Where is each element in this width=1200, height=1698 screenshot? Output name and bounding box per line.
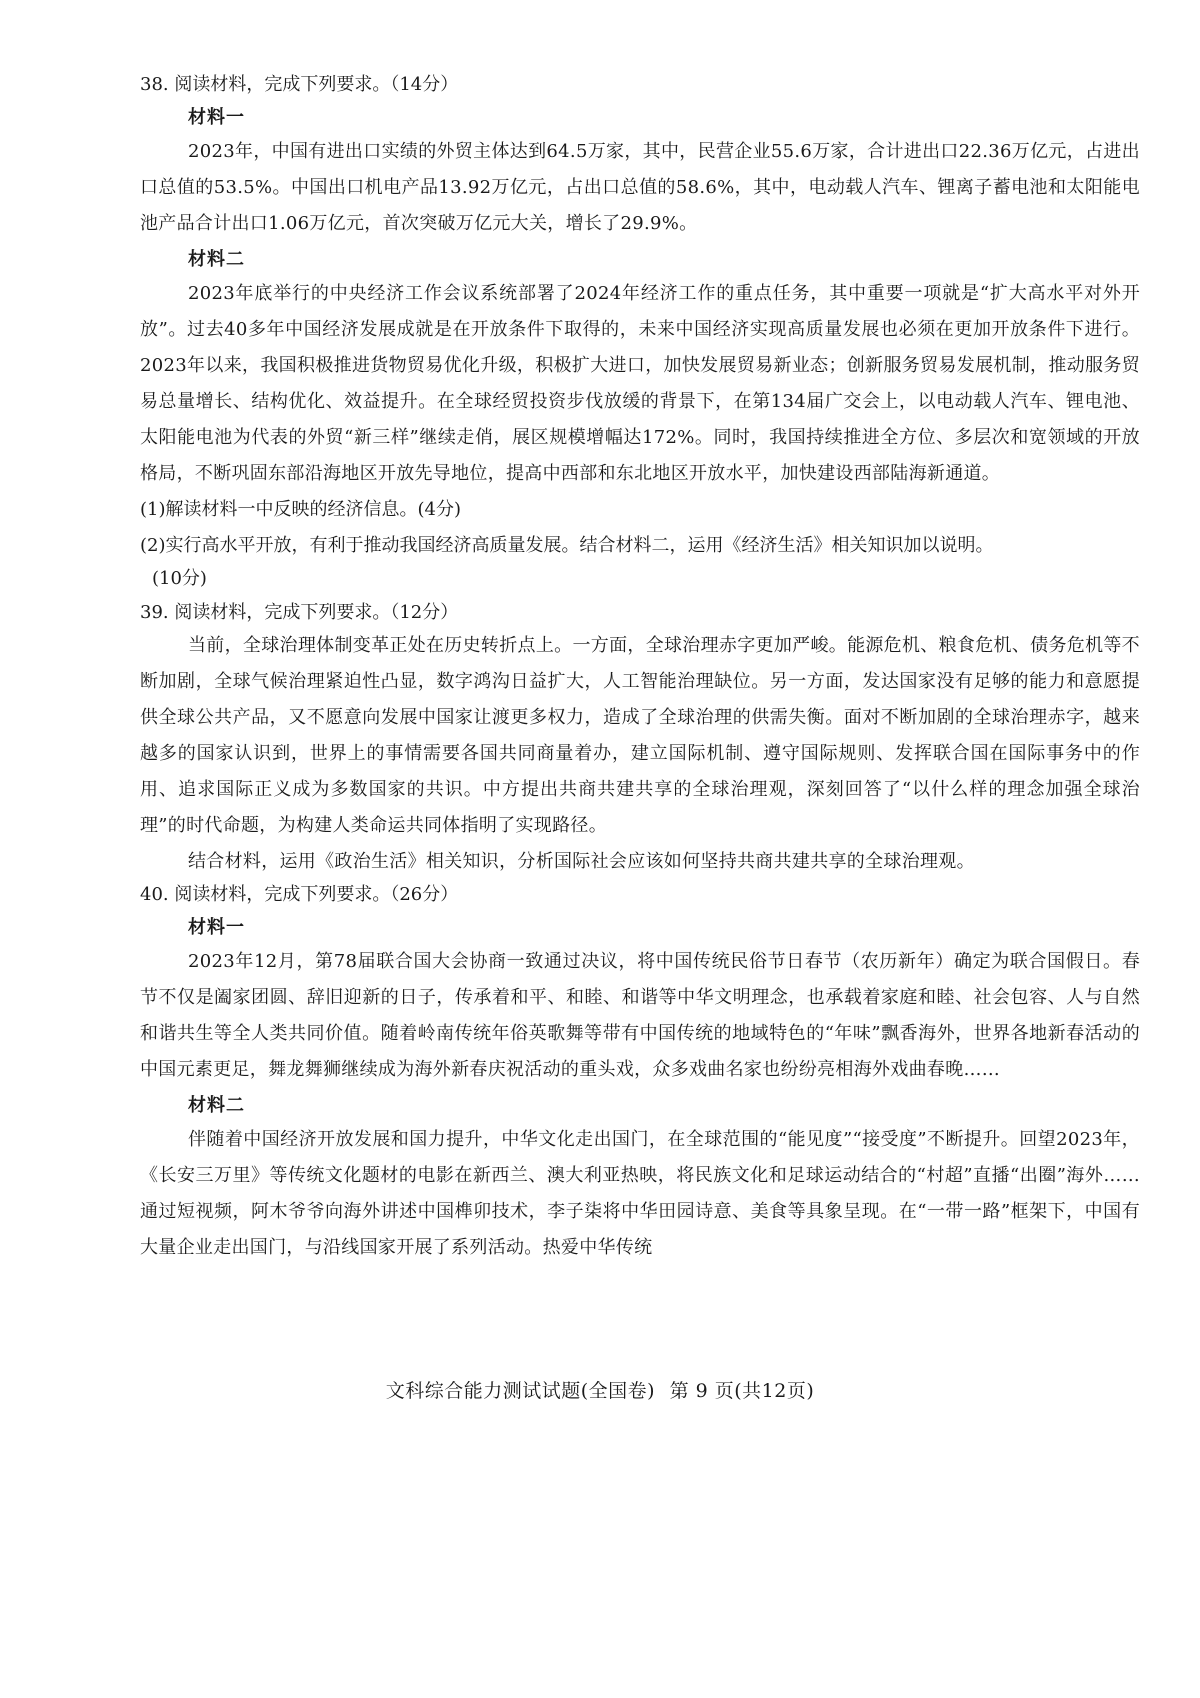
question-38-title: 38. 阅读材料，完成下列要求。（14分） (140, 74, 459, 95)
question-40-title: 40. 阅读材料，完成下列要求。（26分） (140, 884, 459, 905)
page-number: 第 9 页(共12页) (669, 1380, 815, 1402)
q38-material1-text: 2023年，中国有进出口实绩的外贸主体达到64.5万家，其中，民营企业55.6万家，合计进出口22.36万亿元，占进出口总值的53.5%。中国出口机电产品13.92万亿元，占出口总值的58.6%，其中，电动载人汽车、锂离子蓄电池和太阳能电池产品合计出口1.06万亿元，首次突破万亿元大关，增长了29.9%。 (140, 141, 1140, 234)
q39-question: 结合材料，运用《政治生活》相关知识，分析国际社会应该如何坚持共商共建共享的全球治理观。 (188, 851, 975, 872)
q40-material2-text: 伴随着中国经济开放发展和国力提升，中华文化走出国门，在全球范围的“能见度”“接受度”不断提升。回望2023年，《长安三万里》等传统文化题材的电影在新西兰、澳大利亚热映，将民族文化和足球运动结合的“村超”直播“出圈”海外……通过短视频，阿木爷爷向海外讲述中国榫卯技术，李子柒将中华田园诗意、美食等具象呈现。在“一带一路”框架下，中国有大量企业走出国门，与沿线国家开展了系列活动。热爱中华传统 (140, 1129, 1140, 1258)
q40-material2-label: 材料二 (188, 1095, 245, 1116)
exam-page (140, 70, 1140, 1266)
q38-material1-label: 材料一 (188, 107, 245, 128)
exam-title: 文科综合能力测试试题(全国卷) (385, 1380, 656, 1402)
q40-material1-text: 2023年12月，第78届联合国大会协商一致通过决议，将中国传统民俗节日春节（农历新年）确定为联合国假日。春节不仅是阖家团圆、辞旧迎新的日子，传承着和平、和睦、和谐等中华文明理念，也承载着家庭和睦、社会包容、人与自然和谐共生等全人类共同价值。随着岭南传统年俗英歌舞等带有中国传统的地域特色的“年味”飘香海外，世界各地新春活动的中国元素更足，舞龙舞狮继续成为海外新春庆祝活动的重头戏，众多戏曲名家也纷纷亮相海外戏曲春晚…… (140, 951, 1140, 1080)
q40-material1-label: 材料一 (188, 917, 245, 938)
page-footer (0, 1376, 1200, 1403)
q39-material-text: 当前，全球治理体制变革正处在历史转折点上。一方面，全球治理赤字更加严峻。能源危机、粮食危机、债务危机等不断加剧，全球气候治理紧迫性凸显，数字鸿沟日益扩大，人工智能治理缺位。另一方面，发达国家没有足够的能力和意愿提供全球公共产品，又不愿意向发展中国家让渡更多权力，造成了全球治理的供需失衡。面对不断加剧的全球治理赤字，越来越多的国家认识到，世界上的事情需要各国共同商量着办，建立国际机制、遵守国际规则、发挥联合国在国际事务中的作用、追求国际正义成为多数国家的共识。中方提出共商共建共享的全球治理观，深刻回答了“以什么样的理念加强全球治理”的时代命题，为构建人类命运共同体指明了实现路径。 (140, 635, 1140, 836)
q38-subquestion-2-score: (10分) (152, 568, 207, 589)
q38-material2-text: 2023年底举行的中央经济工作会议系统部署了2024年经济工作的重点任务，其中重要一项就是“扩大高水平对外开放”。过去40多年中国经济发展成就是在开放条件下取得的，未来中国经济实现高质量发展也必须在更加开放条件下进行。2023年以来，我国积极推进货物贸易优化升级，积极扩大进口，加快发展贸易新业态；创新服务贸易发展机制，推动服务贸易总量增长、结构优化、效益提升。在全球经贸投资步伐放缓的背景下，在第134届广交会上，以电动载人汽车、锂电池、太阳能电池为代表的外贸“新三样”继续走俏，展区规模增幅达172%。同时，我国持续推进全方位、多层次和宽领域的开放格局，不断巩固东部沿海地区开放先导地位，提高中西部和东北地区开放水平，加快建设西部陆海新通道。 (140, 283, 1140, 484)
q38-material2-label: 材料二 (188, 249, 245, 270)
question-39-title: 39. 阅读材料，完成下列要求。（12分） (140, 602, 459, 623)
q38-subquestion-1: (1)解读材料一中反映的经济信息。(4分) (140, 499, 461, 520)
q38-subquestion-2: (2)实行高水平开放，有利于推动我国经济高质量发展。结合材料二，运用《经济生活》相关知识加以说明。 (140, 535, 994, 556)
